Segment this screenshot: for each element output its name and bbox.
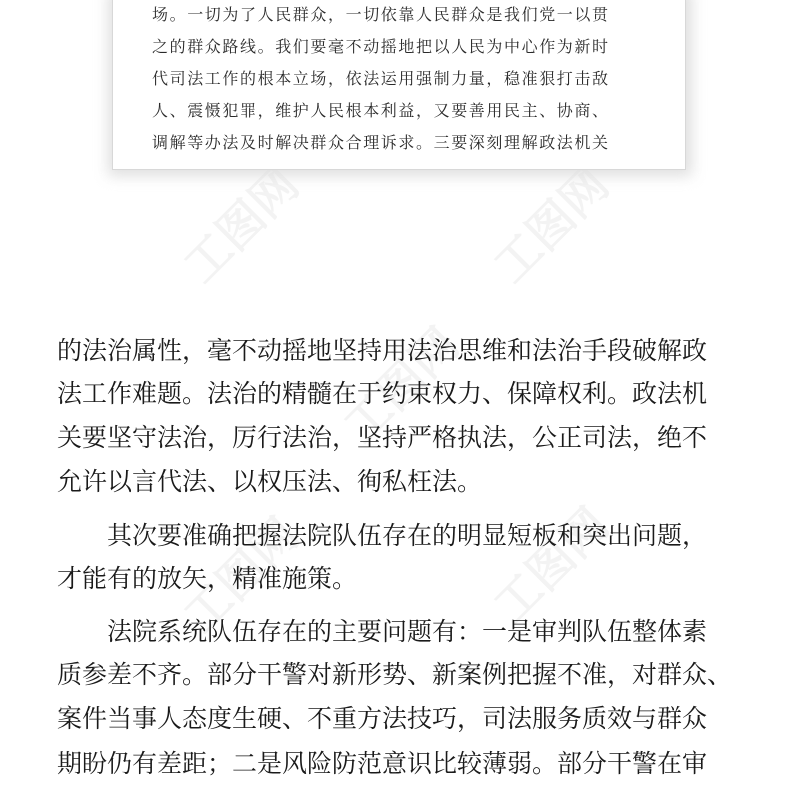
paragraph-line: 期盼仍有差距；二是风险防范意识比较薄弱。部分干警在审 [57, 749, 708, 778]
paragraph-line: 案件当事人态度生硬、不重方法技巧，司法服务质效与群众 [57, 704, 708, 733]
card-text-line: 之的群众路线。我们要毫不动摇地把以人民为中心作为新时 [152, 37, 610, 56]
card-text-line: 人、震慑犯罪，维护人民根本利益，又要善用民主、协商、 [152, 101, 610, 120]
paragraph-line: 其次要准确把握法院队伍存在的明显短板和突出问题， [107, 521, 708, 550]
card-text-line: 场。一切为了人民群众，一切依靠人民群众是我们党一以贯 [152, 5, 610, 24]
watermark [477, 491, 621, 635]
paragraph-line: 的法治属性，毫不动摇地坚持用法治思维和法治手段破解政 [57, 336, 708, 365]
paragraph-line: 允许以言代法、以权压法、徇私枉法。 [57, 467, 483, 496]
paragraph-line: 质参差不齐。部分干警对新形势、新案例把握不准，对群众、 [57, 660, 733, 689]
paragraph-line: 才能有的放矢，精准施策。 [57, 564, 358, 593]
paragraph-line: 法院系统队伍存在的主要问题有：一是审判队伍整体素 [107, 617, 708, 646]
card-text-line: 调解等办法及时解决群众合理诉求。三要深刻理解政法机关 [152, 133, 610, 152]
paragraph-line: 关要坚守法治，厉行法治，坚持严格执法，公正司法，绝不 [57, 423, 708, 452]
document-card [112, 0, 686, 170]
paragraph-line: 法工作难题。法治的精髓在于约束权力、保障权利。政法机 [57, 379, 708, 408]
card-text-line: 代司法工作的根本立场，依法运用强制力量，稳准狠打击敌 [152, 69, 610, 88]
